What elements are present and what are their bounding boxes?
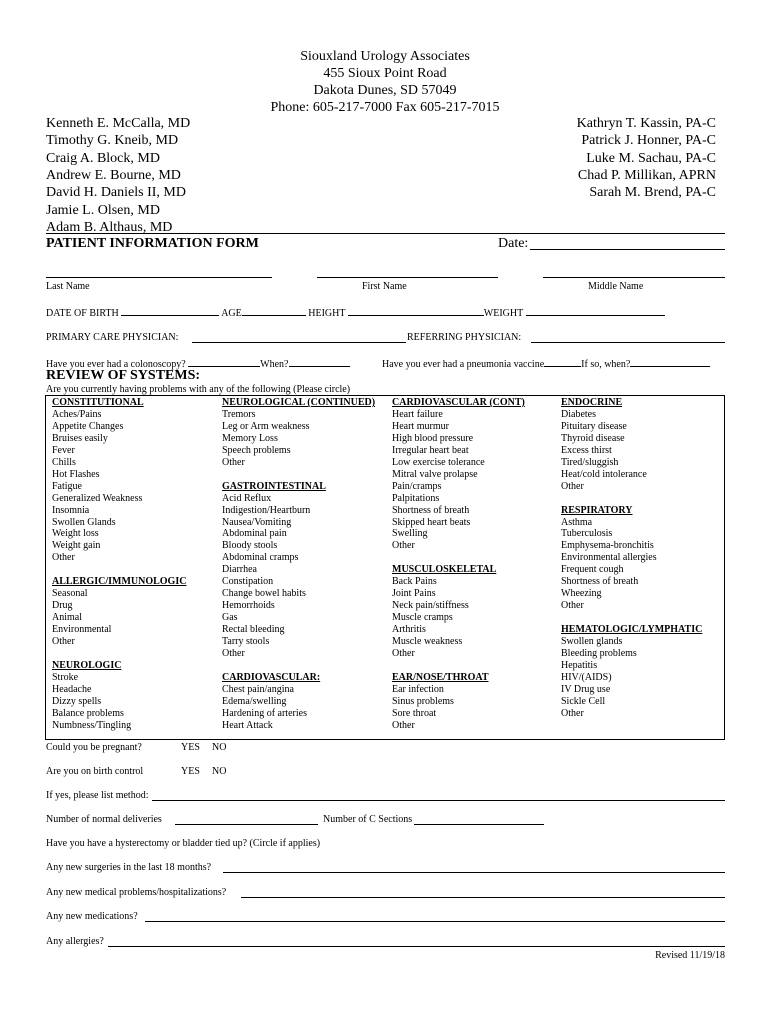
date-label: Date: [498, 236, 529, 251]
height-field[interactable] [348, 306, 484, 316]
revised-date: Revised 11/19/18 [655, 950, 725, 961]
dob-label: DATE OF BIRTH [46, 308, 119, 319]
practice-phone-fax: Phone: 605-217-7000 Fax 605-217-7015 [270, 100, 500, 115]
medications-field[interactable] [145, 921, 725, 922]
ros-symptom[interactable]: Emphysema-bronchitis [561, 540, 654, 552]
ros-symptom[interactable]: Asthma [561, 516, 593, 528]
ros-symptom[interactable]: Appetite Changes [52, 420, 124, 432]
c-sections-label: Number of C Sections [323, 814, 413, 825]
birth-control-no[interactable]: NO [212, 766, 227, 777]
ros-symptom[interactable]: Bloody stools [222, 540, 278, 552]
ros-symptom[interactable]: Other [222, 456, 245, 468]
ros-section-heading: NEUROLOGICAL (CONTINUED) [222, 397, 376, 408]
ros-symptom[interactable]: Hardening of arteries [222, 707, 307, 719]
ros-symptom[interactable]: Generalized Weakness [52, 492, 143, 504]
ros-symptom[interactable]: Tremors [222, 408, 256, 420]
ros-section-heading: ALLERGIC/IMMUNOLOGIC [52, 576, 187, 588]
ros-symptom[interactable]: Irregular heart beat [392, 444, 469, 456]
birth-control-yes[interactable]: YES [181, 766, 200, 777]
ros-symptom[interactable]: Neck pain/stiffness [392, 600, 469, 612]
ros-symptom[interactable]: Leg or Arm weakness [222, 420, 310, 432]
normal-deliveries-field[interactable] [175, 824, 318, 825]
ros-title: REVIEW OF SYSTEMS: [46, 368, 201, 383]
ros-column [222, 397, 375, 732]
ros-symptom[interactable]: Sickle Cell [561, 695, 606, 707]
practice-name: Siouxland Urology Associates [300, 49, 470, 64]
ros-symptom[interactable]: Seasonal [52, 588, 88, 600]
surgeries-field[interactable] [223, 872, 725, 873]
surgeries-label: Any new surgeries in the last 18 months? [46, 862, 212, 873]
ros-symptom[interactable]: Swelling [392, 528, 428, 540]
colonoscopy-label: Have you ever had a colonoscopy? [46, 359, 186, 370]
ros-symptom[interactable]: Shortness of breath [561, 576, 639, 588]
ros-symptom[interactable]: Frequent cough [561, 564, 624, 576]
ros-symptom[interactable]: Weight loss [52, 528, 99, 540]
age-label: AGE [221, 308, 242, 319]
provider-name: Patrick J. Honner, PA-C [581, 133, 716, 149]
ros-section-heading: GASTROINTESTINAL [222, 480, 326, 492]
ros-symptom[interactable]: Abdominal pain [222, 528, 287, 540]
ros-symptom[interactable]: Muscle cramps [392, 612, 453, 624]
dob-field[interactable] [121, 306, 219, 316]
ros-symptom[interactable]: Other [52, 636, 75, 648]
ros-symptom[interactable]: Pain/cramps [392, 480, 442, 492]
ros-section-heading: CONSTITUTIONAL [52, 397, 144, 408]
ros-symptom[interactable]: Other [222, 648, 245, 659]
ros-symptom[interactable]: Indigestion/Heartburn [222, 504, 311, 516]
dob-row [46, 306, 665, 320]
ros-symptom[interactable]: Constipation [222, 576, 274, 588]
practice-city: Dakota Dunes, SD 57049 [313, 83, 457, 98]
pneumonia-field[interactable] [544, 357, 581, 367]
ros-symptom[interactable]: Sore throat [392, 707, 437, 719]
ros-symptom[interactable]: Tired/sluggish [561, 456, 619, 468]
ros-symptom[interactable]: Edema/swelling [222, 695, 287, 707]
ros-symptom[interactable]: Back Pains [392, 576, 437, 588]
provider-name: Chad P. Millikan, APRN [577, 167, 716, 183]
colonoscopy-field[interactable] [188, 357, 260, 367]
ros-column [52, 397, 186, 732]
ros-symptom[interactable]: Pituitary disease [561, 420, 627, 432]
ros-section-heading: NEUROLOGIC [52, 659, 122, 671]
date-field[interactable] [530, 249, 725, 250]
last-name-field[interactable] [46, 277, 272, 278]
ros-symptom[interactable]: Heat/cold intolerance [561, 468, 647, 480]
ros-section-heading: ENDOCRINE [561, 397, 623, 408]
last-name-label: Last Name [46, 281, 90, 292]
ros-section-heading: CARDIOVASCULAR: [222, 671, 321, 683]
pneumonia-question [382, 357, 710, 371]
ros-symptom[interactable]: Speech problems [222, 444, 291, 456]
ros-symptom[interactable]: Heart murmur [392, 420, 449, 432]
ros-symptom[interactable]: Tarry stools [222, 636, 270, 648]
pneumonia-label: Have you ever had a pneumonia vaccine [382, 359, 545, 370]
ros-symptom[interactable]: Palpitations [392, 492, 440, 504]
section-spacer [392, 552, 525, 564]
doctor-name: Andrew E. Bourne, MD [46, 167, 181, 183]
pregnant-yes[interactable]: YES [181, 742, 200, 753]
ros-symptom[interactable]: Thyroid disease [561, 432, 625, 444]
ros-symptom[interactable]: Gas [222, 612, 238, 624]
title-rule [46, 233, 725, 234]
first-name-field[interactable] [317, 277, 498, 278]
if-so-label: If so, when? [581, 359, 631, 370]
ros-symptom[interactable]: Fatigue [52, 480, 82, 492]
when-label: When? [260, 359, 289, 370]
ros-instruction: Are you currently having problems with any of the following (Please circle) [46, 384, 351, 395]
ros-symptom[interactable]: Other [561, 600, 584, 612]
section-spacer [561, 612, 702, 624]
ros-symptom[interactable]: Numbness/Tingling [52, 719, 132, 731]
ros-section-heading: CARDIOVASCULAR (CONT) [392, 397, 525, 408]
primary-care-field[interactable] [192, 342, 406, 343]
ros-symptom[interactable]: Chills [52, 456, 76, 468]
ros-symptom[interactable]: Balance problems [52, 707, 124, 719]
weight-field[interactable] [526, 306, 665, 316]
provider-name: Sarah M. Brend, PA-C [589, 185, 716, 201]
ros-symptom[interactable]: Other [392, 648, 415, 659]
ros-symptom[interactable]: Swollen Glands [52, 516, 116, 528]
section-spacer [561, 493, 702, 505]
ros-symptom[interactable]: Dizzy spells [52, 695, 102, 707]
referring-field[interactable] [531, 342, 725, 343]
ros-symptom[interactable]: Memory Loss [222, 432, 278, 444]
ros-symptom[interactable]: Heart failure [392, 408, 443, 420]
ros-section-heading: RESPIRATORY [561, 504, 633, 516]
ros-section-heading: MUSCULOSKELETAL [392, 564, 497, 576]
section-spacer [52, 564, 186, 576]
ros-symptom[interactable]: Bruises easily [52, 432, 108, 444]
pregnant-no[interactable]: NO [212, 742, 227, 753]
ros-symptom[interactable]: Diabetes [561, 408, 596, 420]
ros-symptom[interactable]: Fever [52, 444, 75, 456]
if-so-field[interactable] [630, 357, 710, 367]
ros-symptom[interactable]: Tuberculosis [561, 528, 613, 540]
section-spacer [222, 469, 375, 481]
allergies-label: Any allergies? [46, 936, 104, 947]
pregnant-question: Could you be pregnant? [46, 742, 142, 753]
ros-symptom[interactable]: Other [561, 707, 584, 719]
birth-control-question: Are you on birth control [46, 766, 144, 777]
ros-symptom[interactable]: Excess thirst [561, 444, 612, 456]
height-label: HEIGHT [308, 308, 346, 319]
ros-symptom[interactable]: Hepatitis [561, 659, 598, 671]
ros-symptom[interactable]: High blood pressure [392, 432, 474, 444]
ros-symptom[interactable]: Nausea/Vomiting [222, 516, 292, 528]
provider-name: Kathryn T. Kassin, PA-C [576, 116, 716, 131]
doctor-name: Adam B. Althaus, MD [46, 219, 173, 235]
doctor-name: Timothy G. Kneib, MD [46, 133, 179, 149]
doctor-name: Jamie L. Olsen, MD [46, 202, 160, 218]
ros-symptom[interactable]: Other [52, 552, 75, 564]
problems-field[interactable] [241, 897, 725, 898]
allergies-field[interactable] [108, 946, 725, 947]
form-title: PATIENT INFORMATION FORM [46, 236, 259, 251]
section-spacer [392, 660, 525, 672]
ros-symptom[interactable]: Change bowel habits [222, 588, 306, 600]
weight-label: WEIGHT [483, 308, 524, 319]
physician-label: PRIMARY CARE PHYSICIAN: [46, 332, 179, 343]
ros-symptom[interactable]: Headache [52, 683, 92, 695]
ros-symptom[interactable]: Insomnia [52, 504, 90, 516]
ros-symptom[interactable]: Skipped heart beats [392, 516, 471, 528]
ros-symptom[interactable]: Muscle weakness [392, 636, 463, 648]
ros-symptom[interactable]: Acid Reflux [222, 492, 272, 504]
ros-symptom[interactable]: Stroke [52, 671, 79, 683]
ros-symptom[interactable]: Heart Attack [222, 719, 273, 731]
ros-symptom[interactable]: Swollen glands [561, 636, 623, 648]
first-name-label: First Name [362, 281, 407, 292]
hysterectomy-question: Have you have a hysterectomy or bladder tied up? (Circle if applies) [46, 838, 321, 849]
ros-column [392, 397, 525, 732]
ros-symptom[interactable]: Drug [52, 600, 73, 612]
medications-label: Any new medications? [46, 911, 138, 922]
ros-symptom[interactable]: Low exercise tolerance [392, 456, 485, 468]
middle-name-field[interactable] [543, 277, 725, 278]
ros-symptom[interactable]: Animal [52, 612, 82, 624]
ros-symptom[interactable]: Other [561, 480, 584, 492]
ros-symptom[interactable]: Wheezing [561, 588, 602, 600]
method-field[interactable] [152, 800, 725, 801]
ros-symptom[interactable]: Ear infection [392, 683, 444, 695]
ros-symptom[interactable]: Chest pain/angina [222, 683, 294, 695]
ros-symptom[interactable]: Arthritis [392, 624, 426, 636]
ros-section-heading: EAR/NOSE/THROAT [392, 671, 489, 683]
problems-label: Any new medical problems/hospitalizations? [46, 887, 227, 898]
when-field[interactable] [289, 357, 350, 367]
section-spacer [52, 648, 186, 660]
practice-address: 455 Sioux Point Road [323, 66, 447, 81]
ros-symptom[interactable]: Aches/Pains [52, 408, 102, 420]
doctor-name: Kenneth E. McCalla, MD [46, 116, 191, 131]
ros-column [561, 397, 702, 720]
ros-symptom[interactable]: Weight gain [52, 540, 101, 552]
ros-symptom[interactable]: Hemorrhoids [222, 600, 275, 612]
ros-symptom[interactable]: IV Drug use [561, 683, 611, 695]
ros-symptom[interactable]: Other [392, 719, 415, 731]
ros-symptom[interactable]: Sinus problems [392, 695, 454, 707]
age-field[interactable] [242, 306, 306, 316]
provider-name: Luke M. Sachau, PA-C [586, 150, 716, 166]
doctor-name: David H. Daniels II, MD [46, 185, 186, 201]
ros-symptom[interactable]: Bleeding problems [561, 647, 637, 659]
referring-label: REFERRING PHYSICIAN: [407, 332, 522, 343]
ros-symptom[interactable]: HIV/(AIDS) [561, 671, 612, 683]
middle-name-label: Middle Name [588, 281, 644, 292]
ros-symptom[interactable]: Diarrhea [222, 564, 257, 576]
ros-symptom[interactable]: Rectal bleeding [222, 624, 285, 636]
c-sections-field[interactable] [414, 824, 544, 825]
doctor-name: Craig A. Block, MD [46, 150, 160, 166]
ros-section-heading: HEMATOLOGIC/LYMPHATIC [561, 624, 703, 636]
ros-symptom[interactable]: Joint Pains [392, 588, 436, 600]
ros-symptom[interactable]: Abdominal cramps [222, 552, 299, 564]
method-label: If yes, please list method: [46, 790, 149, 801]
ros-symptom[interactable]: Shortness of breath [392, 504, 470, 516]
ros-symptom[interactable]: Other [392, 540, 415, 552]
ros-symptom[interactable]: Environmental allergies [561, 552, 657, 564]
section-spacer [222, 660, 375, 672]
ros-symptom[interactable]: Mitral valve prolapse [392, 468, 478, 480]
ros-symptom[interactable]: Environmental [52, 624, 112, 636]
normal-deliveries-label: Number of normal deliveries [46, 814, 162, 825]
ros-symptom[interactable]: Hot Flashes [52, 468, 100, 480]
